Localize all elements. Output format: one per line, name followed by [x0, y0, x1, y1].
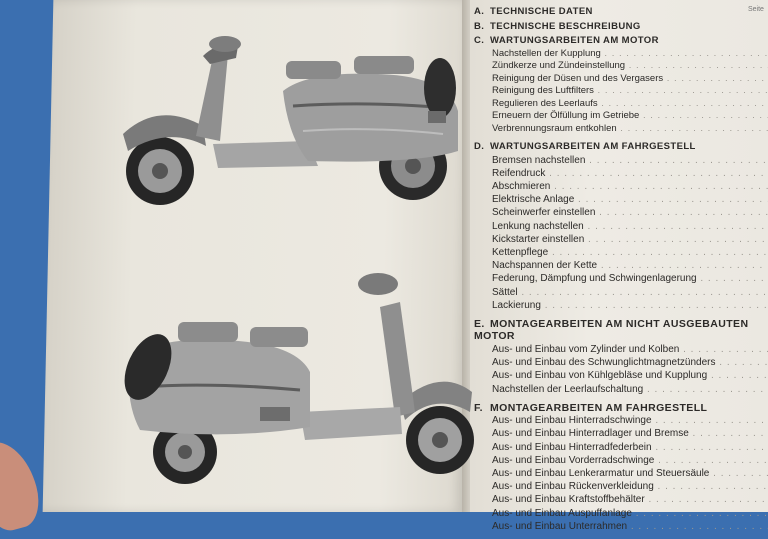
list-item: Aus- und Einbau Auspuffanlage . . . — [492, 507, 768, 520]
toc-section-e-items — [474, 343, 768, 396]
list-item: Aus- und Einbau Hinterradfederbein . . . — [492, 441, 768, 454]
list-item: Kickstarter einstellen . . . — [492, 233, 768, 246]
list-item: Verbrennungsraum entkohlen . . . — [492, 123, 768, 136]
scooter-illustration-right-facing — [110, 262, 475, 484]
table-of-contents — [474, 6, 768, 539]
list-item: Lackierung . . . — [492, 299, 768, 312]
list-item: Nachspannen der Kette . . . — [492, 259, 768, 272]
list-item: Lenkung nachstellen . . . — [492, 220, 768, 233]
toc-section-a: A. TECHNISCHE DATEN — [474, 6, 593, 17]
list-item: Erneuern der Ölfüllung im Getriebe . . . — [492, 110, 768, 123]
list-item: Aus- und Einbau vom Zylinder und Kolben . . . — [492, 343, 768, 356]
list-item: Sättel . . . — [492, 286, 768, 299]
list-item: Scheinwerfer einstellen . . . — [492, 206, 768, 219]
list-item: Federung, Dämpfung und Schwingenlagerung . . . — [492, 272, 768, 285]
list-item: Kettenpflege . . . — [492, 246, 768, 259]
list-item: Aus- und Einbau Vorderradschwinge . . . — [492, 454, 768, 467]
scooter-illustration-left-facing — [118, 16, 468, 211]
toc-section-f: F. MONTAGEARBEITEN AM FAHRGESTELL — [474, 401, 708, 414]
list-item: Aus- und Einbau Hinterradlager und Bremse . . . — [492, 427, 768, 440]
list-item: Aus- und Einbau Unterrahmen . . . — [492, 520, 768, 533]
list-item: Aus- und Einbau des Schwunglichtmagnetzünders . . . — [492, 356, 768, 369]
toc-section-b: B. TECHNISCHE BESCHREIBUNG — [474, 20, 641, 32]
list-item: Nachstellen der Leerlaufschaltung . . . — [492, 383, 768, 396]
toc-section-f-items — [474, 414, 768, 533]
list-item: Reifendruck . . . — [492, 167, 768, 180]
list-item: Aus- und Einbau von Kühlgebläse und Kupplung . . . — [492, 369, 768, 382]
list-item: Reinigung des Luftfilters . . . — [492, 85, 768, 98]
list-item: Aus- und Einbau Rückenverkleidung . . . — [492, 480, 768, 493]
list-item: Zündkerze und Zündeinstellung . . . — [492, 60, 768, 73]
list-item: Aus- und Einbau Kraftstoffbehälter . . . — [492, 493, 768, 506]
toc-section-d: D. WARTUNGSARBEITEN AM FAHRGESTELL — [474, 141, 696, 152]
toc-section-e: E. MONTAGEARBEITEN AM NICHT AUSGEBAUTEN MOTOR — [474, 317, 749, 343]
list-item: Regulieren des Leerlaufs . . . — [492, 98, 768, 111]
list-item: Bremsen nachstellen . . . — [492, 154, 768, 167]
list-item: Elektrische Anlage . . . — [492, 193, 768, 206]
toc-section-d-items — [474, 154, 768, 312]
list-item: Reinigung der Düsen und des Vergasers . . . — [492, 73, 768, 86]
toc-section-c-items — [474, 48, 768, 136]
toc-section-c: C. WARTUNGSARBEITEN AM MOTOR — [474, 35, 659, 46]
list-item: Aus- und Einbau Hinterradschwinge . . . — [492, 414, 768, 427]
list-item: Aus- und Einbau Lenkerarmatur und Steuersäule . . . — [492, 467, 768, 480]
list-item: Nachstellen der Kupplung . . . — [492, 48, 768, 61]
page-number-header: Seite — [748, 6, 764, 13]
thumb — [0, 434, 46, 535]
list-item: Abschmieren . . . — [492, 180, 768, 193]
